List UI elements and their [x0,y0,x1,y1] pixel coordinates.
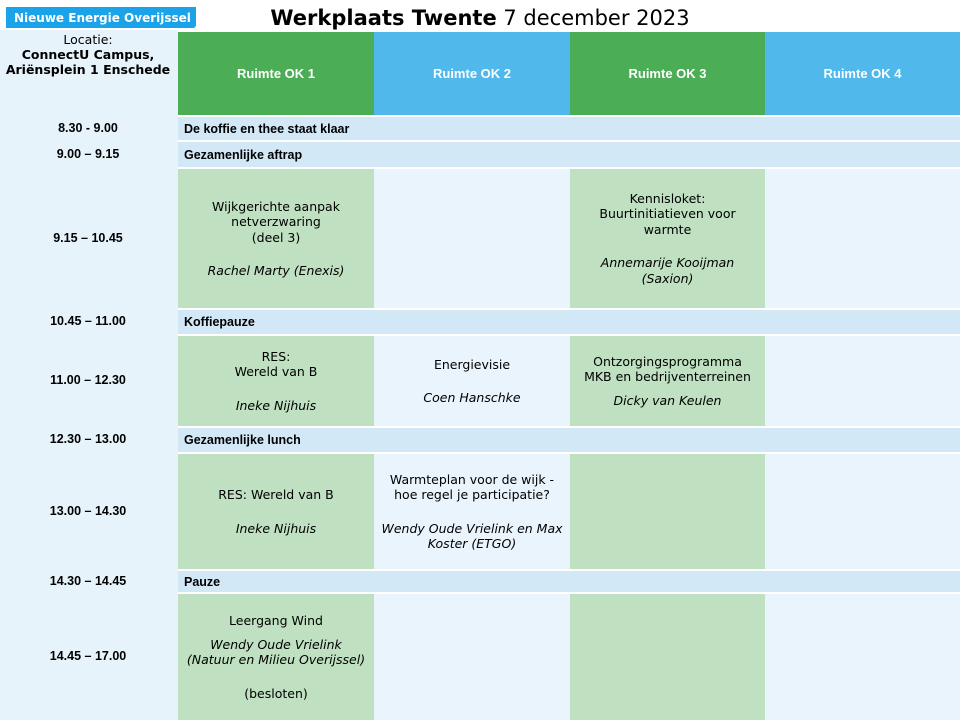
session-cell [374,452,570,569]
session-title: Leergang Wind [229,613,323,628]
session-title: Kennisloket: [629,190,706,206]
session-speaker: Rachel Marty (Enexis) [207,263,345,278]
logo-badge [6,7,196,28]
empty-cell [765,334,960,426]
session-speaker: Coen Hanschke [423,390,521,405]
session-title: (deel 3) [251,229,301,245]
session-title: Warmteplan voor de wijk - [389,471,555,487]
room-label: Ruimte OK 2 [432,66,511,81]
room-header-ok2 [374,32,570,115]
time-slot: 8.30 - 9.00 [58,120,118,135]
room-header-ok1 [178,32,374,115]
session-title: netverzwaring [231,214,321,229]
session-title: MKB en bedrijventerreinen [584,369,751,385]
logo-text: Nieuwe Energie Overijssel [14,10,191,25]
room-label: Ruimte OK 3 [628,66,707,81]
empty-cell [570,592,765,720]
session-title: warmte [643,221,692,237]
location-block [0,32,176,88]
session-speaker: Ineke Nijhuis [235,520,317,536]
session-speaker: Ineke Nijhuis [235,397,317,413]
session-speaker: Wendy Oude Vrielink [210,636,342,652]
empty-cell [765,592,960,720]
session-title: hoe regel je participatie? [394,487,550,502]
room-label: Ruimte OK 1 [236,66,315,81]
empty-cell [374,592,570,720]
location-line1: ConnectU Campus, [21,47,155,62]
time-slot: 12.30 – 13.00 [49,432,127,446]
page-title [240,2,720,34]
session-speaker: Koster (ETGO) [427,536,517,551]
session-cell [178,334,374,426]
time-slot: 14.45 – 17.00 [49,649,127,663]
session-title: RES: Wereld van B [218,487,334,502]
session-cell [570,167,765,308]
room-label: Ruimte OK 4 [823,66,902,81]
session-title: Wereld van B [234,364,318,380]
title-bold: Werkplaats Twente [270,6,497,30]
session-title: Wijkgerichte aanpak [212,198,340,214]
time-slot: 10.45 – 11.00 [50,314,126,328]
empty-cell [765,167,960,308]
location-line2: Ariënsplein 1 Enschede [5,62,171,77]
plenary-band: De koffie en thee staat klaar [178,115,960,140]
location-label: Locatie: [63,32,113,47]
session-speaker: Annemarije Kooijman [600,255,735,271]
room-header-ok3 [570,32,765,115]
session-title: Ontzorgingsprogramma [593,353,742,369]
empty-cell [570,452,765,569]
session-speaker: (Saxion) [641,270,694,286]
plenary-band: Gezamenlijke lunch [178,426,960,452]
session-title: Energievisie [433,356,511,372]
session-cell [374,334,570,426]
plenary-band: Gezamenlijke aftrap [178,140,960,167]
session-cell [178,167,374,308]
plenary-band: Pauze [178,569,960,592]
time-slot: 14.30 – 14.45 [49,573,127,588]
time-slot: 13.00 – 14.30 [49,503,127,518]
session-title: RES: [261,348,291,364]
plenary-band: Koffiepauze [178,308,960,334]
session-cell [178,452,374,569]
session-note: (besloten) [244,685,308,701]
time-slot: 9.15 – 10.45 [53,230,123,245]
room-header-ok4 [765,32,960,115]
session-cell [570,334,765,426]
time-slot: 9.00 – 9.15 [56,146,120,161]
session-cell [178,592,374,720]
empty-cell [765,452,960,569]
title-date: 7 december 2023 [503,6,690,30]
time-slot: 11.00 – 12.30 [50,373,126,387]
session-speaker: (Natuur en Milieu Overijssel) [186,652,366,667]
session-speaker: Dicky van Keulen [613,392,722,408]
session-title: Buurtinitiatieven voor [599,206,736,222]
session-speaker: Wendy Oude Vrielink en Max [381,520,563,536]
empty-cell [374,167,570,308]
